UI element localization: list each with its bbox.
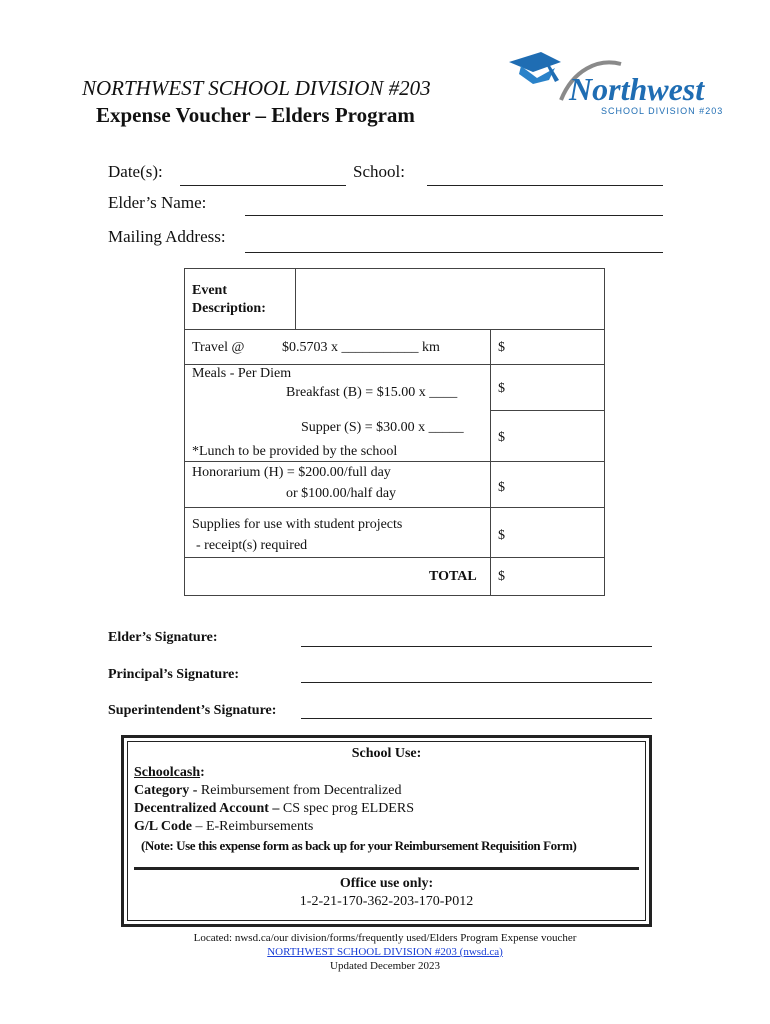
mailing-address-field[interactable] <box>245 252 663 253</box>
row-divider <box>490 410 604 411</box>
elder-signature-label: Elder’s Signature: <box>108 630 218 645</box>
office-use-code: 1-2-21-170-362-203-170-P012 <box>299 894 474 909</box>
supplies-note: - receipt(s) required <box>196 538 308 553</box>
breakfast-amount[interactable]: $ <box>498 381 505 396</box>
school-label: School: <box>353 162 405 181</box>
event-column-divider <box>295 269 296 329</box>
school-use-inner <box>127 741 646 921</box>
row-divider <box>185 364 604 365</box>
event-description-field[interactable] <box>297 271 601 327</box>
category-value: Reimbursement from Decentralized <box>197 783 402 798</box>
supplies-amount[interactable]: $ <box>498 528 505 543</box>
office-use-heading: Office use only: <box>339 876 434 891</box>
row-divider <box>185 557 604 558</box>
principal-signature-field[interactable] <box>301 682 652 683</box>
superintendent-signature-label: Superintendent’s Signature: <box>108 703 277 718</box>
principal-signature-label: Principal’s Signature: <box>108 667 240 682</box>
decentralized-value: CS spec prog ELDERS <box>279 801 414 816</box>
supplies-label: Supplies for use with student projects <box>192 517 403 532</box>
row-divider <box>185 461 604 462</box>
row-divider <box>185 329 604 330</box>
logo-graphic <box>503 50 725 122</box>
school-field[interactable] <box>427 185 663 186</box>
school-use-divider <box>134 867 639 870</box>
title-division: NORTHWEST SCHOOL DIVISION #203 <box>82 76 431 100</box>
gl-code-label: G/L Code <box>134 819 192 834</box>
logo-subtitle: SCHOOL DIVISION #203 <box>601 106 724 116</box>
footer-location: Located: nwsd.ca/our division/forms/frequently used/Elders Program Expense voucher <box>193 932 577 944</box>
supper-amount[interactable]: $ <box>498 430 505 445</box>
schoolcash-colon: : <box>200 765 205 780</box>
event-label-2: Description: <box>192 301 266 316</box>
schoolcash-label: Schoolcash <box>134 765 201 780</box>
elder-name-field[interactable] <box>245 215 663 216</box>
title-form: Expense Voucher – Elders Program <box>96 103 415 127</box>
category-line <box>134 783 401 799</box>
backup-note: (Note: Use this expense form as back up for your Reimbursement Requisition Form) <box>141 838 577 853</box>
decentralized-line <box>134 801 414 817</box>
supper-rate: Supper (S) = $30.00 x _____ <box>301 420 464 435</box>
category-label: Category - <box>134 783 198 798</box>
travel-rate: $0.5703 x ___________ km <box>282 340 440 355</box>
footer-link[interactable]: NORTHWEST SCHOOL DIVISION #203 (nwsd.ca) <box>267 946 503 958</box>
dates-label: Date(s): <box>108 162 163 181</box>
meals-label: Meals - Per Diem <box>192 366 292 381</box>
honorarium-amount[interactable]: $ <box>498 480 505 495</box>
mailing-address-label: Mailing Address: <box>108 227 226 246</box>
travel-amount[interactable]: $ <box>498 340 505 355</box>
superintendent-signature-field[interactable] <box>301 718 652 719</box>
logo-wordmark: Northwest <box>569 71 705 107</box>
school-use-box <box>121 735 652 927</box>
footer-link-wrap <box>0 946 770 958</box>
gl-code-value: – E-Reimbursements <box>191 819 314 834</box>
event-label-1: Event <box>192 283 227 298</box>
row-divider <box>185 507 604 508</box>
decentralized-label: Decentralized Account – <box>134 801 280 816</box>
footer-updated: Updated December 2023 <box>330 960 440 972</box>
honorarium-full: Honorarium (H) = $200.00/full day <box>192 465 391 480</box>
school-use-heading: School Use: <box>351 746 422 761</box>
total-amount[interactable]: $ <box>498 569 505 584</box>
schoolcash-heading <box>134 765 205 781</box>
lunch-note: *Lunch to be provided by the school <box>192 444 398 459</box>
elder-name-label: Elder’s Name: <box>108 193 207 212</box>
total-label: TOTAL <box>429 569 477 584</box>
northwest-logo <box>503 50 725 122</box>
dates-field[interactable] <box>180 185 346 186</box>
honorarium-half: or $100.00/half day <box>286 486 397 501</box>
elder-signature-field[interactable] <box>301 646 652 647</box>
breakfast-rate: Breakfast (B) = $15.00 x ____ <box>286 385 458 400</box>
table-column-divider <box>490 329 491 595</box>
expense-table <box>184 268 605 596</box>
gl-code-line <box>134 819 313 835</box>
travel-label: Travel @ <box>192 340 245 355</box>
